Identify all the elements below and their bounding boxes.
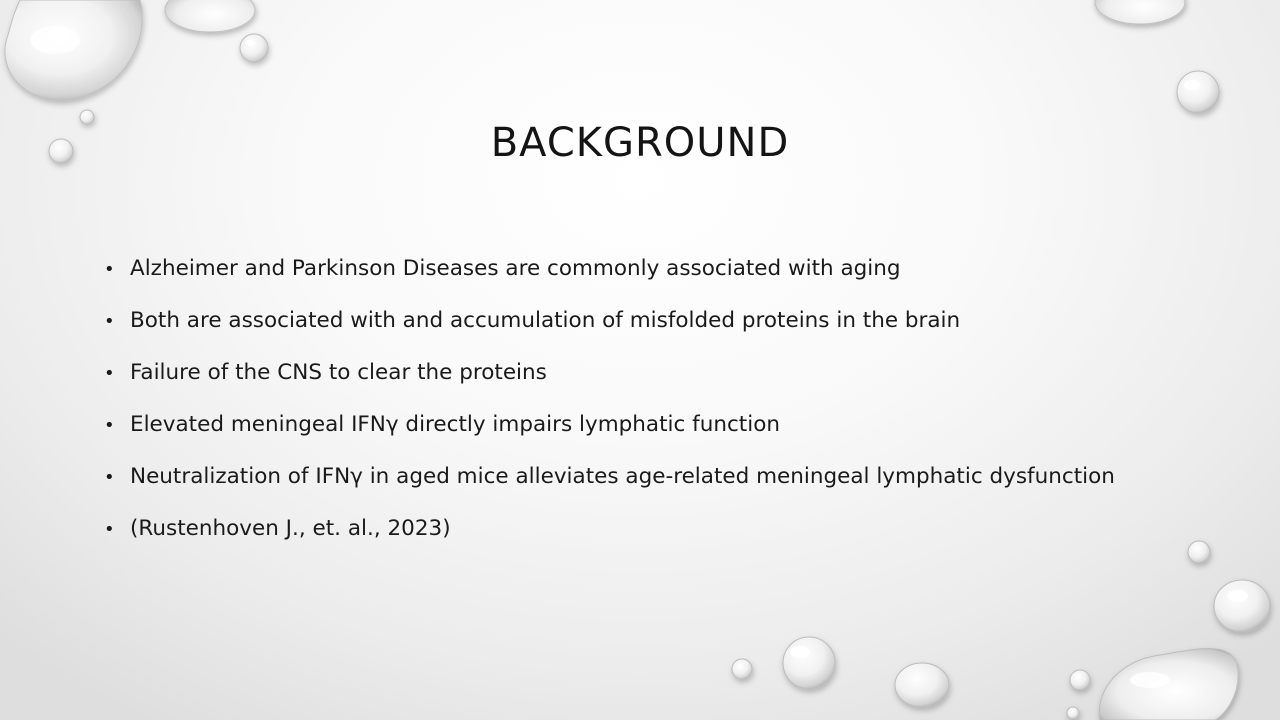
bullet-marker: • [104, 415, 115, 436]
bullet-item [104, 308, 1115, 360]
bullet-item [104, 464, 1115, 516]
bullet-marker: • [104, 311, 115, 332]
bullet-item [104, 412, 1115, 464]
bullet-item [104, 256, 1115, 308]
bullet-marker: • [104, 467, 115, 488]
bullet-marker: • [104, 519, 115, 540]
bullet-marker: • [104, 363, 115, 384]
bullet-text: Both are associated with and accumulation of misfolded proteins in the brain [130, 308, 961, 333]
slide-title: BACKGROUND [490, 120, 790, 166]
bullet-text: Failure of the CNS to clear the proteins [130, 360, 547, 385]
bullet-text: Alzheimer and Parkinson Diseases are commonly associated with aging [130, 256, 901, 281]
bullet-item [104, 516, 1115, 568]
bullet-text: Neutralization of IFNγ in aged mice alleviates age-related meningeal lymphatic dysfunction [130, 464, 1115, 489]
bullet-marker: • [104, 259, 115, 280]
bullet-text: (Rustenhoven J., et. al., 2023) [130, 516, 451, 541]
bullet-item [104, 360, 1115, 412]
bullet-list [104, 256, 1115, 568]
bullet-text: Elevated meningeal IFNγ directly impairs lymphatic function [130, 412, 780, 437]
